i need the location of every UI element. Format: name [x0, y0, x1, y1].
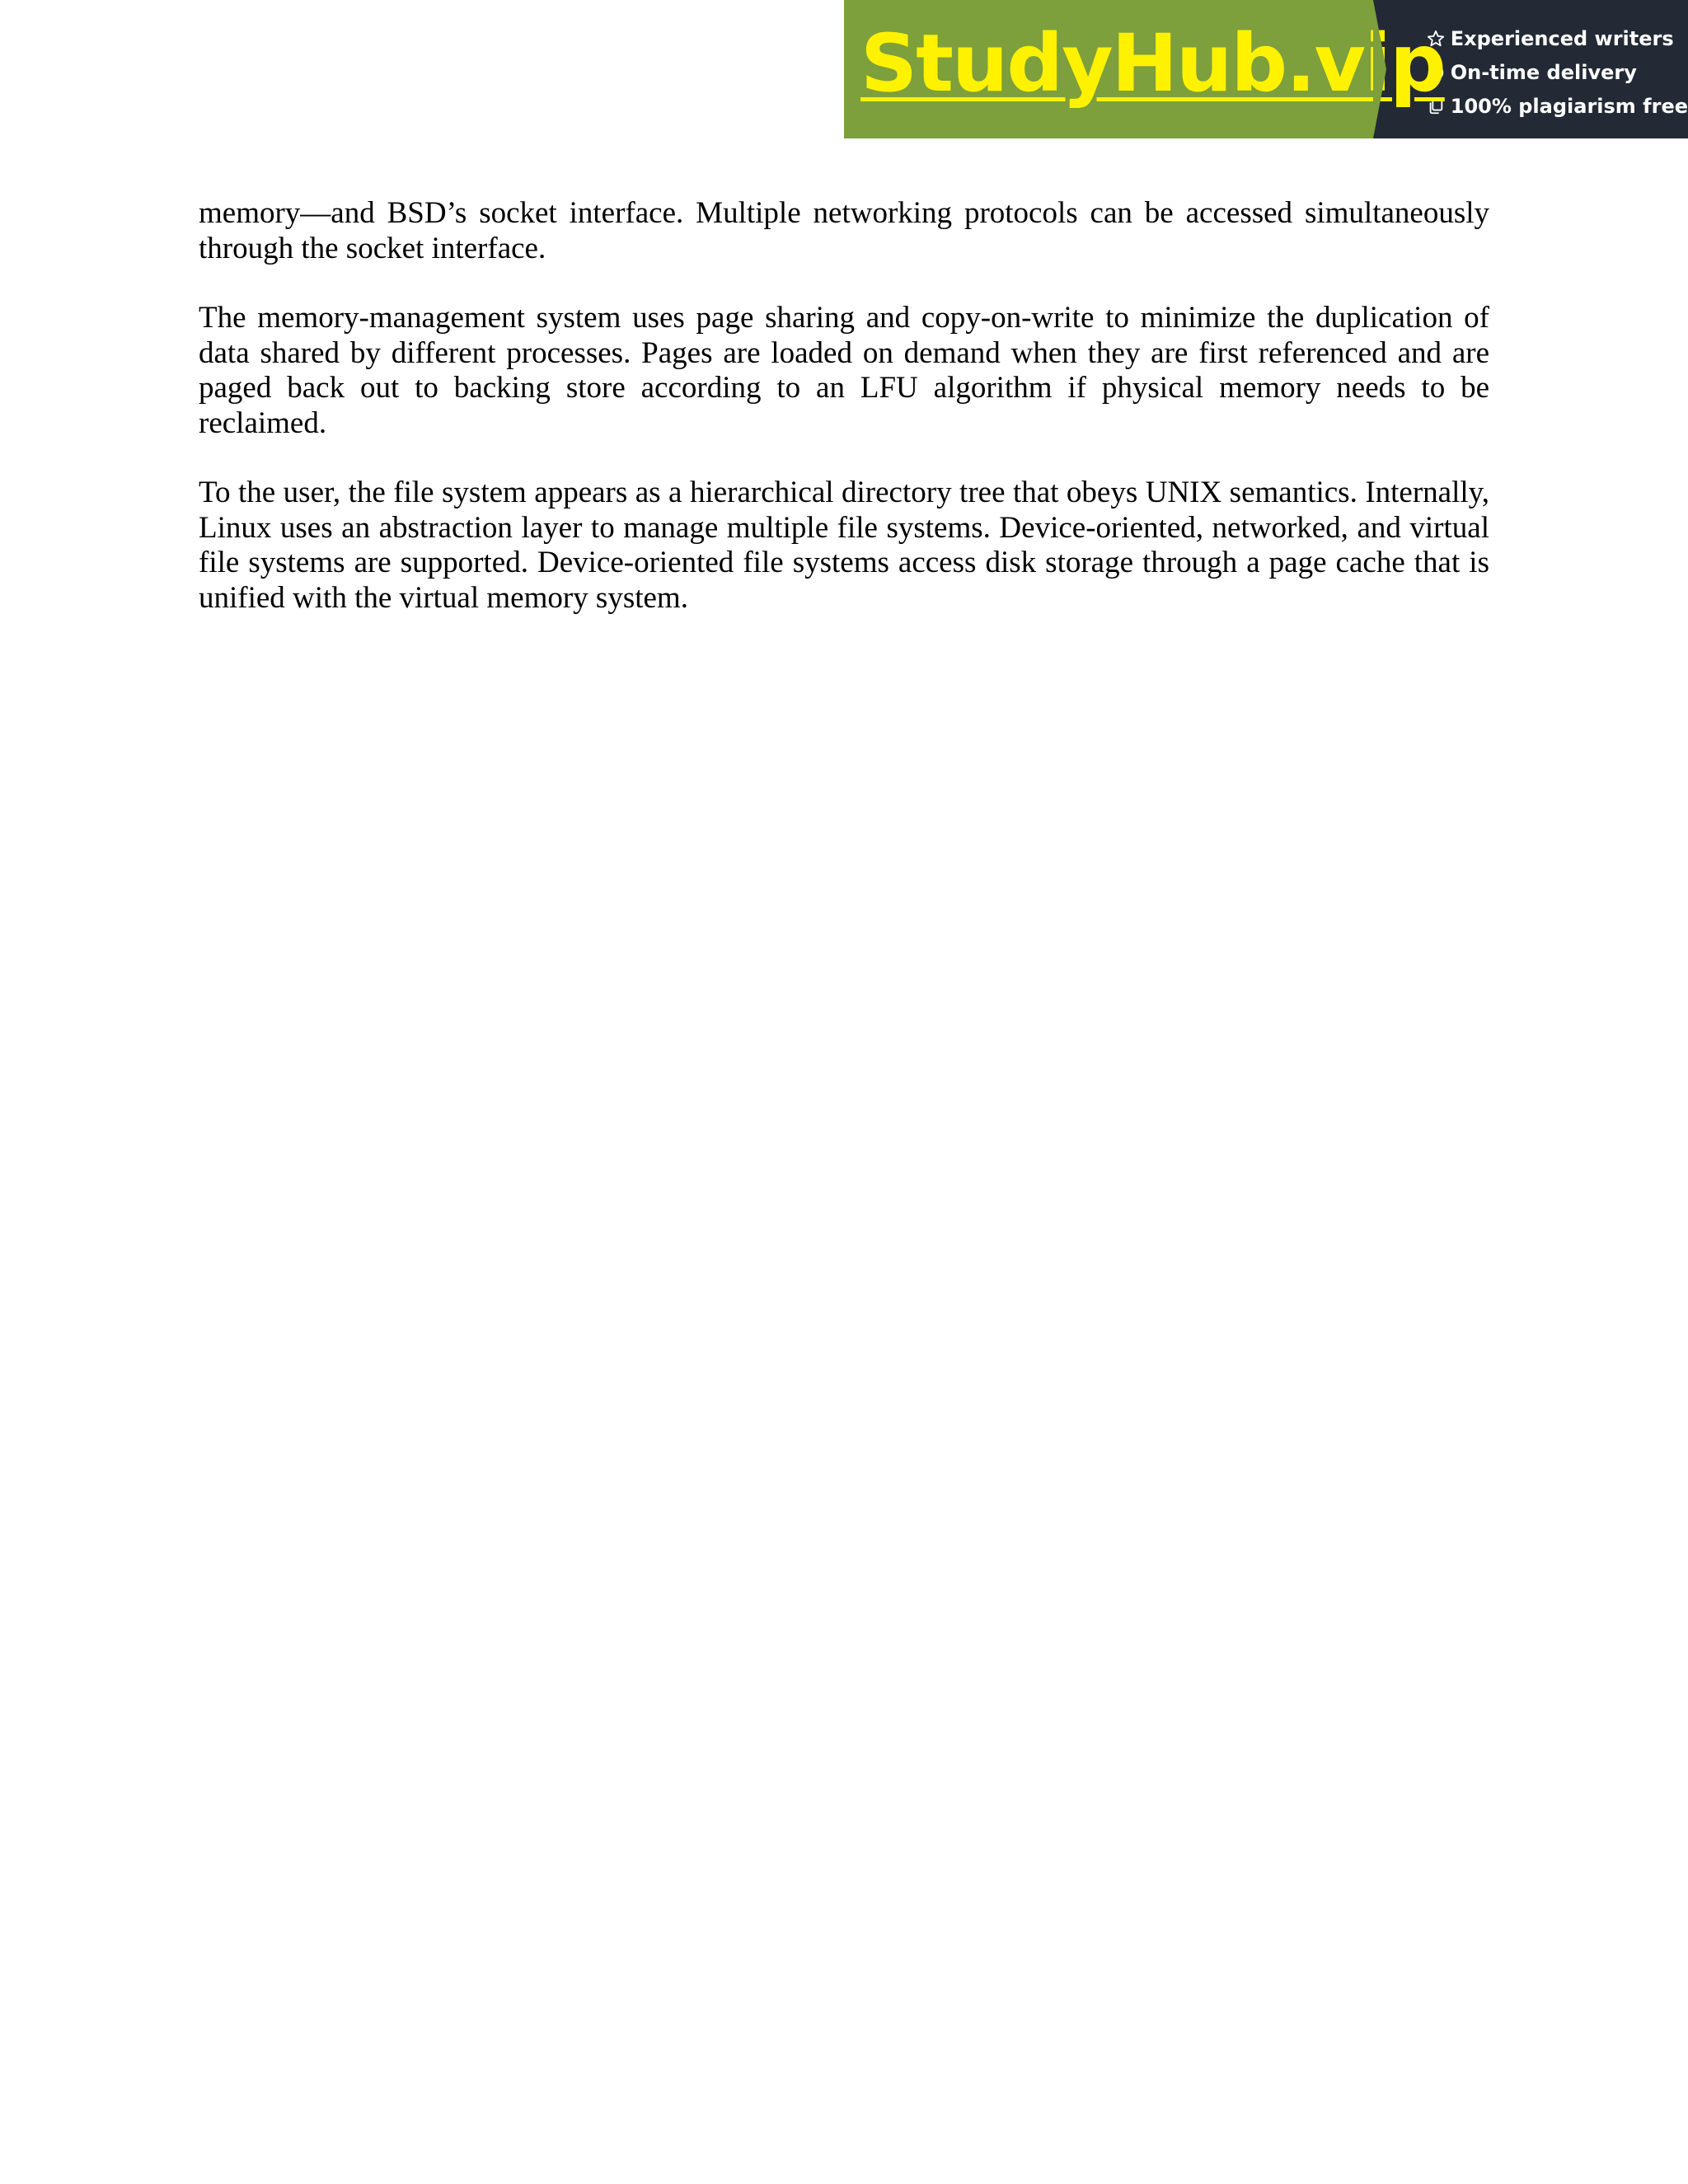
feature-item-experienced-writers [1426, 21, 1688, 55]
feature-label: Experienced writers [1450, 26, 1674, 50]
feature-label: On-time delivery [1450, 60, 1637, 84]
feature-label: 100% plagiarism free [1450, 94, 1688, 118]
paragraph-file-system: To the user, the file system appears as a hierarchical directory tree that obeys UNIX semantics. Internally, Linux uses an abstraction layer to manage multiple file systems. Device-oriented, networked, and virtual file systems are supported. Device-oriented file systems access disk storage through a page cache that is unified with the virtual memory system. [199, 476, 1489, 615]
feature-item-plagiarism-free [1426, 89, 1688, 123]
paragraph-socket-interface: memory—and BSD’s socket interface. Multiple networking protocols can be accessed simultaneously through the socket interface. [199, 196, 1489, 265]
brand-logo-text[interactable]: StudyHub.vip [860, 17, 1445, 110]
paragraph-memory-management: The memory-management system uses page sharing and copy-on-write to minimize the duplication of data shared by different processes. Pages are loaded on demand when they are first referenced and are paged back out to backing store according to an LFU algorithm if physical memory needs to be reclaimed. [199, 301, 1489, 440]
feature-item-on-time-delivery [1426, 55, 1688, 89]
document-body [199, 196, 1489, 650]
brand-logo-area[interactable] [844, 0, 1445, 138]
studyhub-banner[interactable] [844, 0, 1688, 138]
